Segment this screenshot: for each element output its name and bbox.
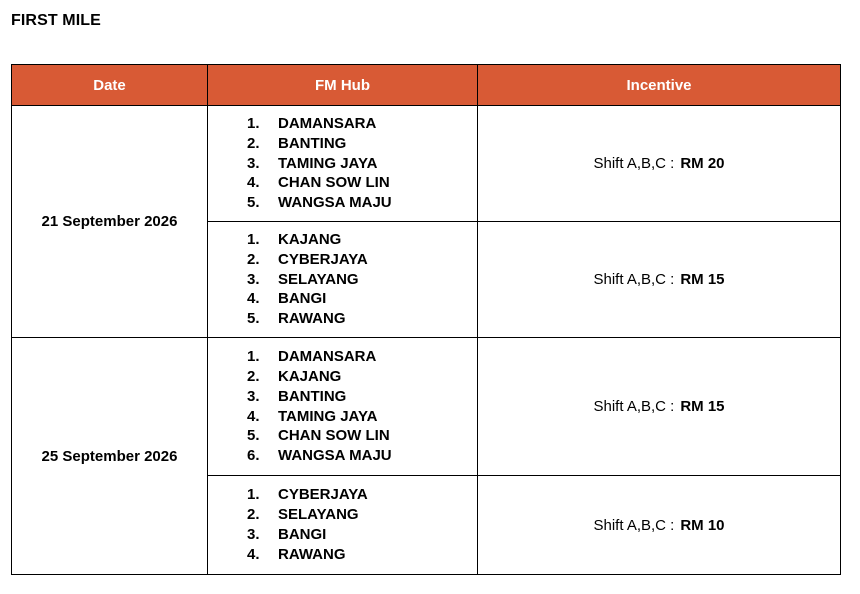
hub-name: BANGI	[278, 526, 327, 543]
hub-name: CYBERJAYA	[278, 486, 368, 504]
incentive-table	[11, 64, 841, 575]
hub-cell	[208, 476, 478, 575]
hub-list-item	[247, 485, 477, 505]
hub-list-item	[247, 505, 477, 525]
table-row	[12, 338, 841, 476]
hub-name: DAMANSARA	[278, 115, 377, 132]
hub-list-item	[247, 270, 477, 290]
hub-list-number: 3.	[247, 154, 260, 172]
hub-name: KAJANG	[278, 231, 342, 248]
hub-name: TAMING JAYA	[278, 407, 378, 425]
hub-cell	[208, 338, 478, 476]
hub-name: RAWANG	[278, 310, 346, 328]
incentive-cell	[478, 338, 841, 476]
hub-list-number: 6.	[247, 447, 260, 465]
hub-column-header: FM Hub	[208, 65, 478, 106]
hub-name: KAJANG	[278, 367, 342, 385]
hub-list-number: 4.	[247, 174, 260, 192]
hub-list-number: 5.	[247, 310, 260, 328]
shift-label: Shift A,B,C :	[593, 398, 675, 415]
table-body	[12, 106, 841, 575]
hub-name: SELAYANG	[278, 270, 359, 288]
hub-list-item	[247, 154, 477, 174]
hub-list	[208, 114, 477, 213]
hub-list	[208, 485, 477, 564]
hub-list-item	[247, 446, 477, 466]
hub-list-item	[247, 367, 477, 387]
table-row	[12, 106, 841, 222]
hub-list-item	[247, 250, 477, 270]
hub-list-item	[247, 193, 477, 213]
shift-label: Shift A,B,C :	[593, 271, 675, 288]
hub-list-number: 3.	[247, 526, 260, 543]
hub-name: CYBERJAYA	[278, 250, 368, 268]
hub-list-item	[247, 545, 477, 565]
hub-cell	[208, 106, 478, 222]
date-column-header: Date	[12, 65, 208, 106]
hub-list-item	[247, 134, 477, 154]
hub-name: CHAN SOW LIN	[278, 174, 390, 192]
incentive-amount: RM 10	[680, 516, 725, 534]
hub-list-number: 3.	[247, 387, 260, 405]
incentive-column-header: Incentive	[478, 65, 841, 106]
hub-name: BANTING	[278, 387, 347, 405]
hub-list-number: 2.	[247, 250, 260, 268]
hub-list-number: 4.	[247, 545, 260, 563]
hub-list-item	[247, 230, 477, 250]
incentive-cell	[478, 476, 841, 575]
hub-name: SELAYANG	[278, 506, 359, 524]
hub-name: CHAN SOW LIN	[278, 427, 390, 445]
hub-list-number: 5.	[247, 194, 260, 212]
table-header-row	[12, 65, 841, 106]
hub-list-number: 4.	[247, 407, 260, 425]
hub-list-number: 2.	[247, 367, 260, 385]
hub-list-item	[247, 347, 477, 367]
hub-list-number: 2.	[247, 506, 260, 524]
hub-name: WANGSA MAJU	[278, 194, 392, 212]
hub-list-number: 1.	[247, 231, 260, 248]
incentive-amount: RM 15	[680, 398, 725, 415]
hub-list-number: 1.	[247, 115, 260, 132]
hub-list-item	[247, 525, 477, 545]
hub-name: TAMING JAYA	[278, 154, 378, 172]
incentive-amount: RM 20	[680, 155, 725, 172]
hub-name: DAMANSARA	[278, 348, 377, 366]
hub-list-item	[247, 173, 477, 193]
hub-list-number: 4.	[247, 290, 260, 308]
hub-list-item	[247, 387, 477, 407]
hub-name: BANGI	[278, 290, 327, 308]
incentive-cell	[478, 106, 841, 222]
shift-label: Shift A,B,C :	[593, 155, 675, 172]
hub-cell	[208, 222, 478, 338]
incentive-cell	[478, 222, 841, 338]
hub-name: WANGSA MAJU	[278, 447, 392, 465]
hub-list-number: 3.	[247, 270, 260, 288]
hub-list-number: 5.	[247, 427, 260, 445]
shift-label: Shift A,B,C :	[593, 516, 675, 534]
page-title: FIRST MILE	[11, 12, 101, 29]
hub-list-item	[247, 114, 477, 134]
hub-list-number: 1.	[247, 486, 260, 504]
hub-list-item	[247, 407, 477, 427]
hub-name: RAWANG	[278, 545, 346, 563]
incentive-amount: RM 15	[680, 271, 725, 288]
hub-list	[208, 230, 477, 329]
date-cell: 25 September 2026	[12, 338, 208, 575]
hub-name: BANTING	[278, 134, 347, 152]
hub-list-item	[247, 289, 477, 309]
hub-list-number: 1.	[247, 348, 260, 366]
hub-list	[208, 347, 477, 466]
hub-list-item	[247, 426, 477, 446]
hub-list-number: 2.	[247, 134, 260, 152]
hub-list-item	[247, 309, 477, 329]
date-cell: 21 September 2026	[12, 106, 208, 338]
